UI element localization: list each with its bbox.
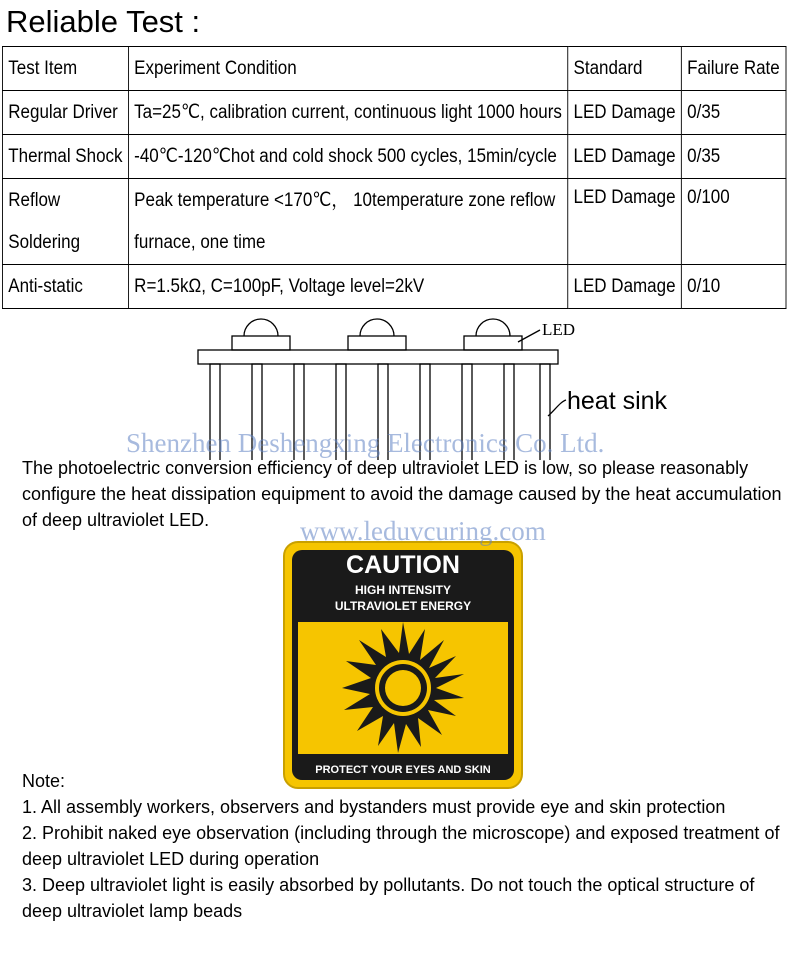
- cell-condition: R=1.5kΩ, C=100pF, Voltage level=2kV: [128, 265, 567, 309]
- cell-standard: LED Damage: [568, 135, 682, 179]
- notes-section: [22, 768, 782, 924]
- cell-standard: LED Damage: [568, 179, 682, 265]
- led-3: [464, 319, 522, 350]
- cell-test-item: Thermal Shock: [2, 135, 128, 179]
- cell-failure-rate: 0/35: [681, 91, 785, 135]
- notes-heading: Note:: [22, 771, 66, 791]
- header-experiment-condition: Experiment Condition: [128, 47, 567, 91]
- description-paragraph: The photoelectric conversion efficiency of deep ultraviolet LED is low, so please reasonably configure the heat dissipation equipment to avoid the damage caused by the heat accumulation of deep ultraviolet LED.: [22, 458, 782, 530]
- table-row: [2, 179, 785, 265]
- heat-sink-label: heat sink: [567, 387, 668, 415]
- cell-test-item: Anti-static: [2, 265, 128, 309]
- cell-test-item: Regular Driver: [2, 91, 128, 135]
- sign-line-1: HIGH INTENSITY: [354, 583, 452, 597]
- led-board: [198, 350, 558, 364]
- table-header-row: [2, 47, 785, 91]
- cell-failure-rate: 0/100: [681, 179, 785, 265]
- cell-condition: [128, 179, 567, 265]
- note-item-2: 2. Prohibit naked eye observation (including through the microscope) and exposed treatment of deep ultraviolet LED during operation: [22, 823, 780, 869]
- sign-heading: CAUTION: [346, 551, 460, 579]
- led-label: LED: [542, 320, 576, 339]
- header-failure-rate: Failure Rate: [681, 47, 785, 91]
- page-title: Reliable Test :: [6, 4, 201, 39]
- cell-standard: LED Damage: [568, 91, 682, 135]
- table-row: [2, 135, 785, 179]
- table-row: [2, 265, 785, 309]
- cell-condition: Ta=25℃, calibration current, continuous light 1000 hours: [128, 91, 567, 135]
- header-test-item: Test Item: [2, 47, 128, 91]
- cell-text: Peak temperature <170℃， 10temperature zone reflow furnace, one time: [134, 189, 556, 253]
- table-row: [2, 91, 785, 135]
- sign-footer: PROTECT YOUR EYES AND SKIN: [315, 764, 491, 776]
- watermark-company: Shenzhen Deshengxing Electronics Co. Ltd.: [126, 428, 605, 458]
- cell-text: Reflow Soldering: [8, 189, 81, 253]
- note-item-1: 1. All assembly workers, observers and bystanders must provide eye and skin protection: [22, 797, 726, 817]
- cell-condition: -40℃-120℃hot and cold shock 500 cycles, 15min/cycle: [128, 135, 567, 179]
- cell-failure-rate: 0/10: [681, 265, 785, 309]
- sign-line-2: ULTRAVIOLET ENERGY: [334, 599, 472, 613]
- reliability-test-table: [2, 46, 786, 309]
- led-2: [348, 319, 406, 350]
- cell-standard: LED Damage: [568, 265, 682, 309]
- note-item-3: 3. Deep ultraviolet light is easily absorbed by pollutants. Do not touch the optical structure of deep ultraviolet lamp beads: [22, 875, 755, 921]
- cell-test-item: [2, 179, 128, 265]
- cell-failure-rate: 0/35: [681, 135, 785, 179]
- led-1: [232, 319, 290, 350]
- header-standard: Standard: [568, 47, 682, 91]
- heat-sink-leader-line: [548, 400, 566, 416]
- watermark-url: www.leduvcuring.com: [300, 516, 546, 546]
- caution-sign: [282, 540, 524, 790]
